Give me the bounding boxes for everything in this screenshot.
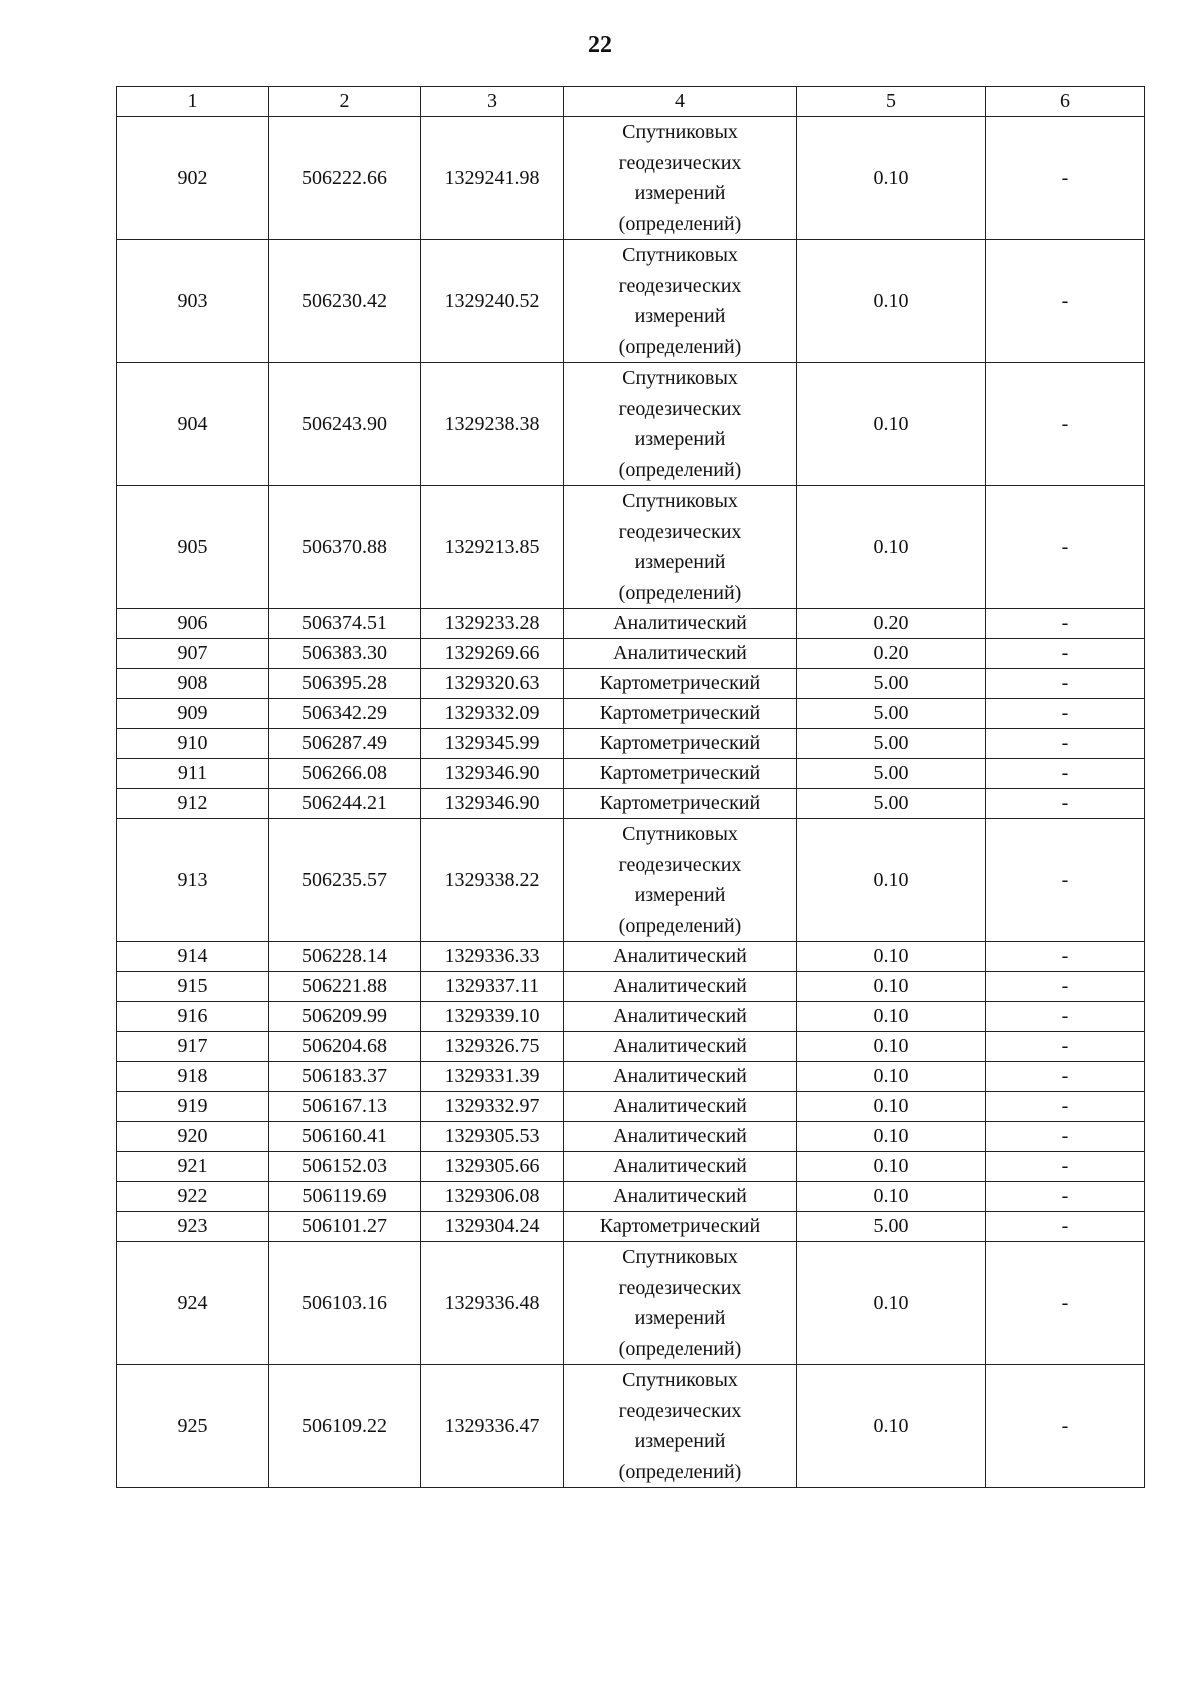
table-row <box>117 1365 1145 1488</box>
accuracy-cell: 5.00 <box>797 669 986 699</box>
point-number-cell: 925 <box>117 1365 269 1488</box>
accuracy-cell: 0.10 <box>797 1062 986 1092</box>
method-cell <box>564 819 797 942</box>
method-line: Спутниковых <box>622 490 738 512</box>
method-line: (определений) <box>618 212 742 235</box>
method-line: измерений <box>634 428 726 450</box>
method-cell <box>564 639 797 669</box>
table-row <box>117 486 1145 609</box>
table-row <box>117 1032 1145 1062</box>
method-cell <box>564 1212 797 1242</box>
point-number-cell: 914 <box>117 942 269 972</box>
y-coordinate-cell: 1329306.08 <box>421 1182 564 1212</box>
x-coordinate-cell: 506395.28 <box>269 669 421 699</box>
method-line: измерений <box>634 1430 726 1452</box>
accuracy-cell: 0.10 <box>797 972 986 1002</box>
method-line: Спутниковых <box>622 367 738 389</box>
accuracy-cell: 0.20 <box>797 639 986 669</box>
accuracy-cell: 0.10 <box>797 1242 986 1365</box>
point-number-cell: 922 <box>117 1182 269 1212</box>
y-coordinate-cell: 1329346.90 <box>421 789 564 819</box>
table-row <box>117 669 1145 699</box>
method-line: Аналитический <box>613 1155 747 1177</box>
x-coordinate-cell: 506101.27 <box>269 1212 421 1242</box>
column-header: 4 <box>564 87 797 117</box>
table-row <box>117 699 1145 729</box>
accuracy-cell: 0.10 <box>797 1365 986 1488</box>
point-number-cell: 920 <box>117 1122 269 1152</box>
method-line: Аналитический <box>613 1095 747 1117</box>
point-number-cell: 903 <box>117 240 269 363</box>
accuracy-cell: 0.10 <box>797 942 986 972</box>
point-number-cell: 907 <box>117 639 269 669</box>
x-coordinate-cell: 506230.42 <box>269 240 421 363</box>
method-line: геодезических <box>618 397 742 420</box>
y-coordinate-cell: 1329326.75 <box>421 1032 564 1062</box>
method-line: геодезических <box>618 853 742 876</box>
note-cell: - <box>986 1092 1145 1122</box>
table-row <box>117 1062 1145 1092</box>
accuracy-cell: 5.00 <box>797 759 986 789</box>
method-cell <box>564 240 797 363</box>
method-line: Аналитический <box>613 1005 747 1027</box>
y-coordinate-cell: 1329240.52 <box>421 240 564 363</box>
column-header: 5 <box>797 87 986 117</box>
y-coordinate-cell: 1329213.85 <box>421 486 564 609</box>
method-line: (определений) <box>618 335 742 358</box>
method-line: Картометрический <box>599 792 761 814</box>
method-cell <box>564 609 797 639</box>
table-row <box>117 1002 1145 1032</box>
accuracy-cell: 0.10 <box>797 486 986 609</box>
accuracy-cell: 0.10 <box>797 1092 986 1122</box>
y-coordinate-cell: 1329337.11 <box>421 972 564 1002</box>
accuracy-cell: 0.10 <box>797 1032 986 1062</box>
table-row <box>117 972 1145 1002</box>
note-cell: - <box>986 1182 1145 1212</box>
method-cell <box>564 1242 797 1365</box>
method-line: (определений) <box>618 1337 742 1360</box>
method-cell <box>564 1122 797 1152</box>
method-cell <box>564 729 797 759</box>
note-cell: - <box>986 972 1145 1002</box>
method-line: Спутниковых <box>622 1246 738 1268</box>
method-cell <box>564 669 797 699</box>
table-row <box>117 1242 1145 1365</box>
method-cell <box>564 1032 797 1062</box>
note-cell: - <box>986 819 1145 942</box>
note-cell: - <box>986 789 1145 819</box>
accuracy-cell: 5.00 <box>797 699 986 729</box>
table-row <box>117 639 1145 669</box>
x-coordinate-cell: 506235.57 <box>269 819 421 942</box>
x-coordinate-cell: 506221.88 <box>269 972 421 1002</box>
method-line: геодезических <box>618 151 742 174</box>
note-cell: - <box>986 609 1145 639</box>
method-line: Аналитический <box>613 1125 747 1147</box>
method-line: (определений) <box>618 1460 742 1483</box>
method-line: измерений <box>634 551 726 573</box>
point-number-cell: 915 <box>117 972 269 1002</box>
y-coordinate-cell: 1329345.99 <box>421 729 564 759</box>
method-line: измерений <box>634 182 726 204</box>
x-coordinate-cell: 506167.13 <box>269 1092 421 1122</box>
method-line: Картометрический <box>599 672 761 694</box>
note-cell: - <box>986 1002 1145 1032</box>
x-coordinate-cell: 506342.29 <box>269 699 421 729</box>
accuracy-cell: 0.10 <box>797 240 986 363</box>
method-line: (определений) <box>618 581 742 604</box>
y-coordinate-cell: 1329336.47 <box>421 1365 564 1488</box>
table-row <box>117 117 1145 240</box>
method-line: Спутниковых <box>622 244 738 266</box>
note-cell: - <box>986 699 1145 729</box>
column-header: 2 <box>269 87 421 117</box>
x-coordinate-cell: 506228.14 <box>269 942 421 972</box>
accuracy-cell: 5.00 <box>797 1212 986 1242</box>
method-line: Спутниковых <box>622 1369 738 1391</box>
note-cell: - <box>986 363 1145 486</box>
x-coordinate-cell: 506160.41 <box>269 1122 421 1152</box>
y-coordinate-cell: 1329269.66 <box>421 639 564 669</box>
method-line: Спутниковых <box>622 823 738 845</box>
x-coordinate-cell: 506287.49 <box>269 729 421 759</box>
method-line: Картометрический <box>599 702 761 724</box>
note-cell: - <box>986 1062 1145 1092</box>
method-cell <box>564 942 797 972</box>
coordinates-table <box>116 86 1145 1488</box>
header-row <box>117 87 1145 117</box>
y-coordinate-cell: 1329305.66 <box>421 1152 564 1182</box>
accuracy-cell: 5.00 <box>797 789 986 819</box>
table-row <box>117 1122 1145 1152</box>
y-coordinate-cell: 1329305.53 <box>421 1122 564 1152</box>
point-number-cell: 909 <box>117 699 269 729</box>
method-line: геодезических <box>618 1399 742 1422</box>
point-number-cell: 921 <box>117 1152 269 1182</box>
y-coordinate-cell: 1329241.98 <box>421 117 564 240</box>
method-line: измерений <box>634 305 726 327</box>
method-line: Аналитический <box>613 945 747 967</box>
method-line: измерений <box>634 1307 726 1329</box>
y-coordinate-cell: 1329339.10 <box>421 1002 564 1032</box>
point-number-cell: 905 <box>117 486 269 609</box>
method-line: Аналитический <box>613 1035 747 1057</box>
note-cell: - <box>986 240 1145 363</box>
method-line: измерений <box>634 884 726 906</box>
point-number-cell: 919 <box>117 1092 269 1122</box>
point-number-cell: 911 <box>117 759 269 789</box>
point-number-cell: 902 <box>117 117 269 240</box>
method-line: Аналитический <box>613 1185 747 1207</box>
method-line: геодезических <box>618 520 742 543</box>
x-coordinate-cell: 506119.69 <box>269 1182 421 1212</box>
point-number-cell: 912 <box>117 789 269 819</box>
method-cell <box>564 1092 797 1122</box>
method-cell <box>564 1062 797 1092</box>
table-row <box>117 1212 1145 1242</box>
x-coordinate-cell: 506209.99 <box>269 1002 421 1032</box>
y-coordinate-cell: 1329331.39 <box>421 1062 564 1092</box>
method-line: Аналитический <box>613 1065 747 1087</box>
y-coordinate-cell: 1329304.24 <box>421 1212 564 1242</box>
column-header: 3 <box>421 87 564 117</box>
method-line: Аналитический <box>613 975 747 997</box>
accuracy-cell: 0.10 <box>797 1152 986 1182</box>
table-row <box>117 240 1145 363</box>
note-cell: - <box>986 639 1145 669</box>
table-row <box>117 942 1145 972</box>
table-row <box>117 609 1145 639</box>
y-coordinate-cell: 1329336.33 <box>421 942 564 972</box>
table-row <box>117 1182 1145 1212</box>
table-row <box>117 729 1145 759</box>
table-row <box>117 1092 1145 1122</box>
method-cell <box>564 1002 797 1032</box>
method-line: (определений) <box>618 914 742 937</box>
accuracy-cell: 0.10 <box>797 363 986 486</box>
accuracy-cell: 5.00 <box>797 729 986 759</box>
point-number-cell: 924 <box>117 1242 269 1365</box>
y-coordinate-cell: 1329336.48 <box>421 1242 564 1365</box>
x-coordinate-cell: 506383.30 <box>269 639 421 669</box>
note-cell: - <box>986 942 1145 972</box>
accuracy-cell: 0.10 <box>797 1002 986 1032</box>
note-cell: - <box>986 1365 1145 1488</box>
method-cell <box>564 789 797 819</box>
method-cell <box>564 363 797 486</box>
x-coordinate-cell: 506109.22 <box>269 1365 421 1488</box>
table-row <box>117 1152 1145 1182</box>
table-row <box>117 819 1145 942</box>
accuracy-cell: 0.20 <box>797 609 986 639</box>
y-coordinate-cell: 1329238.38 <box>421 363 564 486</box>
point-number-cell: 913 <box>117 819 269 942</box>
method-cell <box>564 972 797 1002</box>
accuracy-cell: 0.10 <box>797 1182 986 1212</box>
method-cell <box>564 1152 797 1182</box>
point-number-cell: 908 <box>117 669 269 699</box>
method-line: Спутниковых <box>622 121 738 143</box>
note-cell: - <box>986 1152 1145 1182</box>
note-cell: - <box>986 1122 1145 1152</box>
note-cell: - <box>986 729 1145 759</box>
point-number-cell: 906 <box>117 609 269 639</box>
point-number-cell: 916 <box>117 1002 269 1032</box>
method-line: Аналитический <box>613 612 747 634</box>
y-coordinate-cell: 1329233.28 <box>421 609 564 639</box>
method-line: (определений) <box>618 458 742 481</box>
x-coordinate-cell: 506370.88 <box>269 486 421 609</box>
y-coordinate-cell: 1329346.90 <box>421 759 564 789</box>
x-coordinate-cell: 506152.03 <box>269 1152 421 1182</box>
x-coordinate-cell: 506266.08 <box>269 759 421 789</box>
point-number-cell: 904 <box>117 363 269 486</box>
method-cell <box>564 699 797 729</box>
method-line: Картометрический <box>599 762 761 784</box>
method-line: Картометрический <box>599 732 761 754</box>
table-row <box>117 363 1145 486</box>
x-coordinate-cell: 506222.66 <box>269 117 421 240</box>
method-line: Картометрический <box>599 1215 761 1237</box>
table-row <box>117 759 1145 789</box>
x-coordinate-cell: 506374.51 <box>269 609 421 639</box>
point-number-cell: 923 <box>117 1212 269 1242</box>
note-cell: - <box>986 1242 1145 1365</box>
note-cell: - <box>986 669 1145 699</box>
method-line: геодезических <box>618 1276 742 1299</box>
note-cell: - <box>986 117 1145 240</box>
point-number-cell: 917 <box>117 1032 269 1062</box>
y-coordinate-cell: 1329332.09 <box>421 699 564 729</box>
method-cell <box>564 486 797 609</box>
y-coordinate-cell: 1329338.22 <box>421 819 564 942</box>
accuracy-cell: 0.10 <box>797 819 986 942</box>
x-coordinate-cell: 506204.68 <box>269 1032 421 1062</box>
y-coordinate-cell: 1329332.97 <box>421 1092 564 1122</box>
column-header: 1 <box>117 87 269 117</box>
note-cell: - <box>986 486 1145 609</box>
method-cell <box>564 1182 797 1212</box>
accuracy-cell: 0.10 <box>797 1122 986 1152</box>
method-line: геодезических <box>618 274 742 297</box>
method-line: Аналитический <box>613 642 747 664</box>
y-coordinate-cell: 1329320.63 <box>421 669 564 699</box>
note-cell: - <box>986 1032 1145 1062</box>
method-cell <box>564 759 797 789</box>
method-cell <box>564 117 797 240</box>
point-number-cell: 918 <box>117 1062 269 1092</box>
table-row <box>117 789 1145 819</box>
note-cell: - <box>986 759 1145 789</box>
note-cell: - <box>986 1212 1145 1242</box>
accuracy-cell: 0.10 <box>797 117 986 240</box>
page-number: 22 <box>588 32 612 58</box>
x-coordinate-cell: 506244.21 <box>269 789 421 819</box>
table-body <box>117 117 1145 1488</box>
x-coordinate-cell: 506243.90 <box>269 363 421 486</box>
x-coordinate-cell: 506183.37 <box>269 1062 421 1092</box>
x-coordinate-cell: 506103.16 <box>269 1242 421 1365</box>
method-cell <box>564 1365 797 1488</box>
point-number-cell: 910 <box>117 729 269 759</box>
column-header: 6 <box>986 87 1145 117</box>
